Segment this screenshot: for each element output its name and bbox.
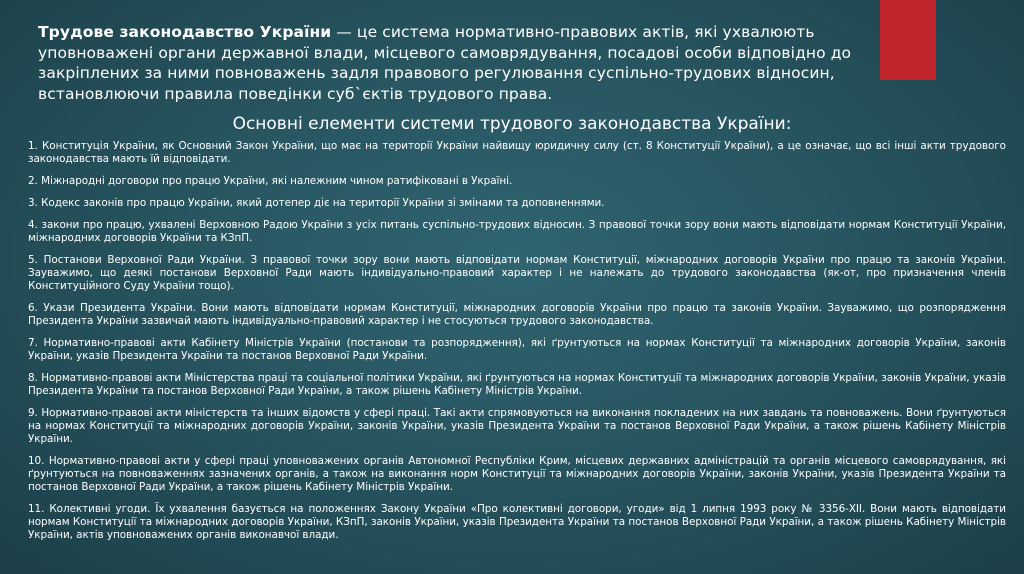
list-item: 5. Постанови Верховної Ради України. З правової точки зору вони мають відповідати нормам Конституції, міжнародних договорів України про працю та законів України. Зауважимо, що деякі постанови Верховної Ради мають індивідуально-правовий характер і не належать до трудового законодавства (як-от, про призначення членів Конституційного Суду України тощо). [28,254,1006,292]
list-item: 1. Конституція України, як Основний Закон України, що має на території України найвищу юридичну силу (ст. 8 Конституції України), а це означає, що всі інші акти трудового законодавства мають їй відповідати. [28,140,1006,165]
section-subtitle: Основні елементи системи трудового законодавства України: [232,114,792,134]
intro-term: Трудове законодавство України [38,23,332,41]
list-item: 11. Колективні угоди. Їх ухвалення базується на положеннях Закону України «Про колективні договори, угоди» від 1 липня 1993 року № 3356-XII. Вони мають відповідати нормам Конституції та міжнародних договорів України, КЗпП, законів України, указів Президента України та постанов Верховної Ради України, а також рішень Кабінету Міністрів України, актів уповноважених органів виконавчої влади. [28,503,1006,541]
red-accent-bar [880,0,936,80]
list-item: 7. Нормативно-правові акти Кабінету Міністрів України (постанови та розпорядження), які ґрунтуються на нормах Конституції та міжнародних договорів України, законів України, указів Президента України та постанов Верховної Ради України. [28,337,1006,362]
list-item: 3. Кодекс законів про працю України, який дотепер діє на території України зі змінами та доповненнями. [28,197,605,209]
list-item: 2. Міжнародні договори про працю України, які належним чином ратифіковані в Україні. [28,175,513,187]
list-item: 4. закони про працю, ухвалені Верховною Радою України з усіх питань суспільно-трудових відносин. З правової точки зору вони мають відповідати нормам Конституції України, міжнародних договорів України та КЗпП. [28,219,1006,244]
intro-definition: — це система нормативно-правових актів, які ухвалюють уповноважені органи державної влади, місцевого самоврядування, посадові особи відповідно до закріплених за ними повноважень задля правового регулювання суспільно-трудових відносин, встановлюючи правила поведінки суб`єктів трудового права. [38,23,852,103]
list-item: 9. Нормативно-правові акти міністерств та інших відомств у сфері праці. Такі акти спрямовуються на виконання покладених на них завдань та повноважень. Вони ґрунтуються на нормах Конституції та міжнародних договорів України, законів України, указів Президента України та постанов Верховної Ради України, а також рішень Кабінету Міністрів України. [28,407,1006,445]
list-item: 8. Нормативно-правові акти Міністерства праці та соціальної політики України, які ґрунтуються на нормах Конституції та міжнародних договорів України, законів України, указів Президента України та постанов Верховної Ради України, а також рішень Кабінету Міністрів України. [28,372,1006,397]
elements-list [28,140,1006,551]
list-item: 10. Нормативно-правові акти у сфері праці уповноважених органів Автономної Республіки Крим, місцевих державних адміністрацій та органів місцевого самоврядування, які ґрунтуються на повноваженнях зазначених органів, а також на виконання норм Конституції та міжнародних договорів України, законів України, указів Президента України та постанов Верховної Ради України, а також рішень Кабінету Міністрів України. [28,455,1006,493]
intro-paragraph [38,22,878,104]
list-item: 6. Укази Президента України. Вони мають відповідати нормам Конституції, міжнародних договорів України про працю та законів України. Зауважимо, що розпорядження Президента України зазвичай мають індивідуально-правовий характер і не стосуються трудового законодавства. [28,302,1006,327]
